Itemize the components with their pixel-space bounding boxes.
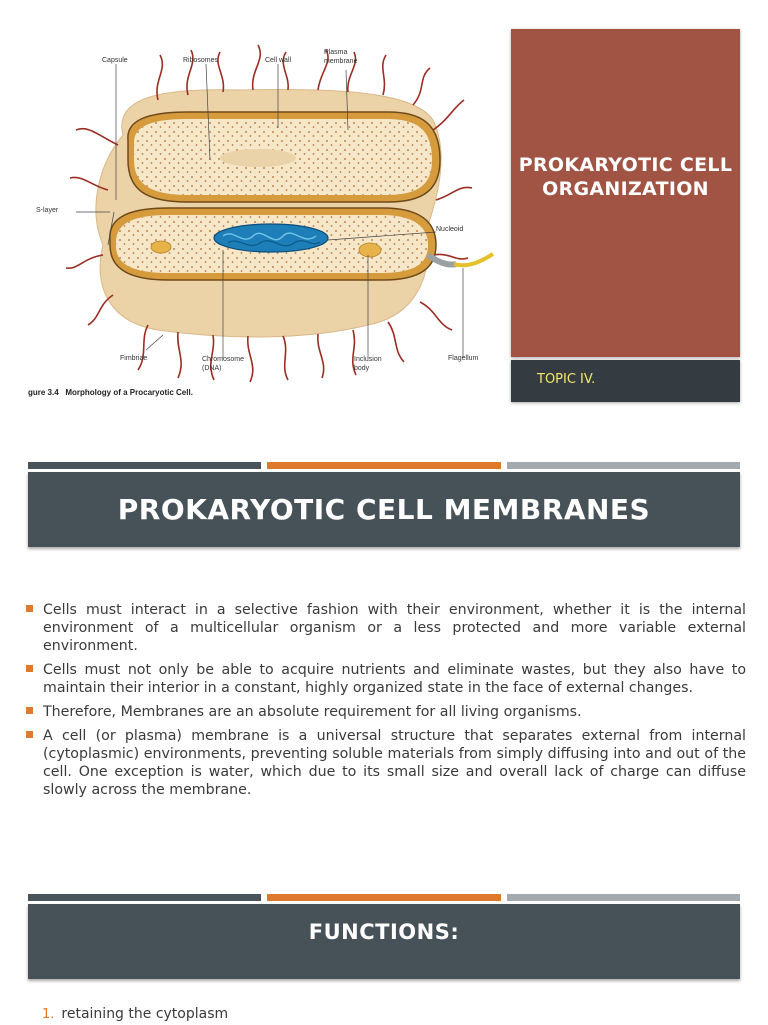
flagellum-filament bbox=[454, 254, 493, 265]
label-ribosomes: Ribosomes bbox=[183, 57, 219, 64]
label-inclusion-line2: body bbox=[354, 365, 370, 372]
bullet-text: Cells must interact in a selective fashion with their environment, whether it is the internal environment of a multicellular organism or a less protected and more variable external environment. bbox=[43, 602, 746, 654]
section-header-functions bbox=[28, 904, 740, 979]
stripe-dark bbox=[28, 462, 261, 469]
inclusion-body-right bbox=[359, 243, 381, 257]
label-chromosome-line1: Chromosome bbox=[202, 356, 245, 363]
label-plasma-membrane-line1: Plasma bbox=[324, 49, 348, 56]
page-title: PROKARYOTIC CELL ORGANIZATION bbox=[518, 154, 733, 200]
stripe-orange bbox=[267, 894, 501, 901]
bullet-item bbox=[26, 727, 746, 799]
section-heading-functions: FUNCTIONS: bbox=[308, 920, 460, 944]
list-number: 1. bbox=[42, 1007, 55, 1022]
label-s-layer: S-layer bbox=[36, 207, 59, 214]
membrane-bullet-list bbox=[26, 601, 746, 805]
label-capsule: Capsule bbox=[102, 57, 128, 64]
stripe-gray bbox=[507, 462, 740, 469]
label-cell-wall: Cell wall bbox=[265, 57, 292, 64]
label-plasma-membrane-line2: membrane bbox=[324, 58, 358, 65]
section-header-membranes bbox=[28, 472, 740, 547]
inclusion-body-left bbox=[151, 241, 171, 253]
stripe-orange bbox=[267, 462, 501, 469]
bullet-square-icon bbox=[26, 605, 33, 612]
stripe-gray bbox=[507, 894, 740, 901]
upper-nucleoid-region bbox=[220, 149, 296, 167]
bullet-item bbox=[26, 601, 746, 655]
label-chromosome-line2: (DNA) bbox=[202, 365, 222, 372]
bullet-square-icon bbox=[26, 707, 33, 714]
bullet-item bbox=[26, 661, 746, 697]
cell-morphology-figure bbox=[28, 40, 503, 405]
figure-caption: gure 3.4 Morphology of a Procaryotic Cell. bbox=[28, 388, 193, 397]
label-fimbriae: Fimbriae bbox=[120, 355, 148, 362]
bullet-square-icon bbox=[26, 731, 33, 738]
title-card bbox=[511, 29, 740, 357]
bullet-item bbox=[26, 703, 746, 721]
functions-list bbox=[42, 1004, 228, 1025]
bullet-text: A cell (or plasma) membrane is a universal structure that separates external from internal (cytoplasmic) environments, preventing soluble materials from simply diffusing into and out of the cell. One exception is water, which due to its small size and overall lack of charge can diffuse slowly across the membrane. bbox=[43, 728, 746, 798]
bullet-square-icon bbox=[26, 665, 33, 672]
stripe-dark bbox=[28, 894, 261, 901]
label-flagellum: Flagellum bbox=[448, 355, 479, 362]
label-inclusion-line1: Inclusion bbox=[354, 356, 382, 363]
bullet-text: Cells must not only be able to acquire nutrients and eliminate wastes, but they also have to maintain their interior in a constant, highly organized state in the face of external changes. bbox=[43, 662, 746, 696]
bullet-text: Therefore, Membranes are an absolute requirement for all living organisms. bbox=[43, 704, 582, 720]
label-nucleoid: Nucleoid bbox=[436, 226, 464, 233]
list-item bbox=[42, 1004, 228, 1025]
topic-bar bbox=[511, 360, 740, 402]
list-text: retaining the cytoplasm bbox=[61, 1006, 229, 1022]
prokaryotic-cell-illustration bbox=[28, 40, 503, 405]
section-heading-membranes: PROKARYOTIC CELL MEMBRANES bbox=[117, 493, 651, 526]
topic-label: TOPIC IV. bbox=[537, 372, 596, 387]
chromosome-dna bbox=[214, 224, 328, 252]
